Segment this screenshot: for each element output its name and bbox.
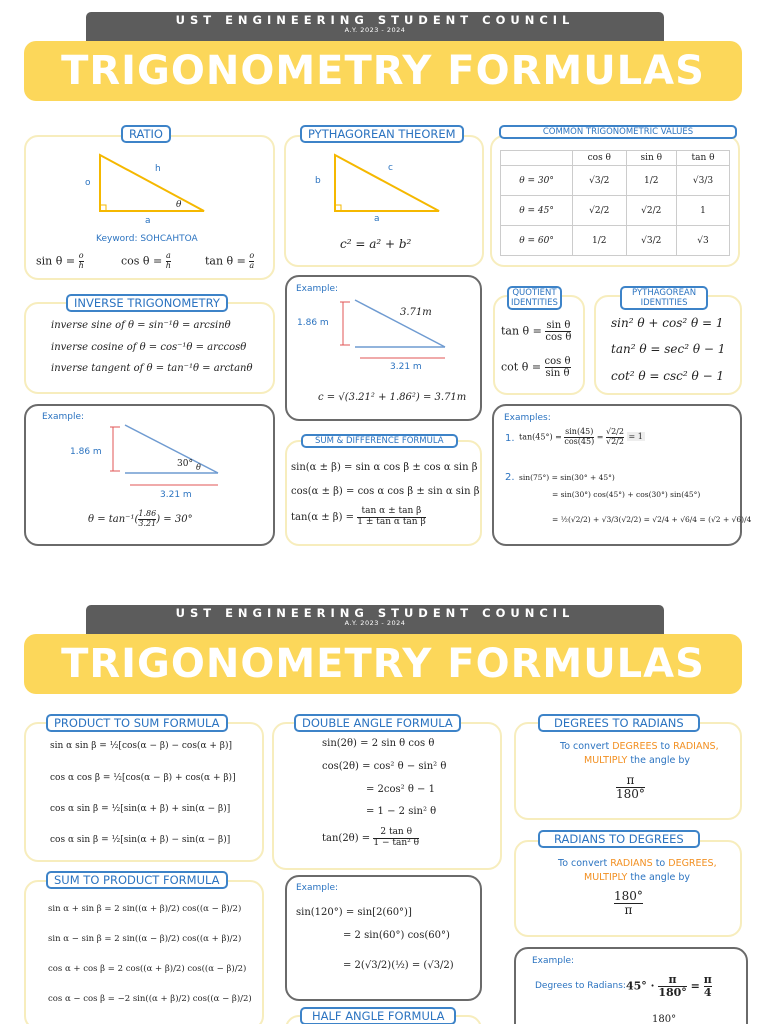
ex4-eq: = — [690, 979, 700, 993]
example1-diagram — [340, 300, 450, 365]
tan-quotient-lhs: tan θ = — [501, 324, 542, 338]
example1-hypotenuse: 3.71m — [400, 307, 432, 318]
tan-quotient-num: sin θ — [546, 320, 571, 331]
table-cell: 1 — [677, 196, 730, 226]
pythagorean-header: PYTHAGOREAN THEOREM — [300, 125, 464, 143]
d2r-den: 180° — [616, 787, 645, 802]
example-tan45: tan(45°) = $\frac{\sin(45)}{\cos(45)}$ = $\frac{√2/2}{√2/2}$ = 1 — [519, 427, 643, 446]
deg-to-rad-factor — [616, 774, 645, 801]
examples-label: Examples: — [504, 413, 551, 423]
ex4-calculation — [626, 974, 712, 999]
pythagorean-identities-header — [620, 286, 708, 310]
col-header — [501, 151, 573, 166]
ex4-rnum: π — [703, 973, 712, 986]
col-header: sin θ — [626, 151, 677, 166]
example-sin75-line1: sin(75°) = sin(30° + 45°) — [519, 473, 615, 482]
cos-num: a — [165, 251, 171, 260]
inverse-sine: inverse sine of θ = sin⁻¹θ = arcsinθ — [51, 320, 231, 331]
example2-height: 1.86 m — [70, 447, 102, 457]
double-tan-lhs: tan(2θ) = — [322, 832, 371, 844]
sum-difference-header: SUM & DIFFERENCE FORMULA — [301, 434, 458, 448]
example-sin75-line2: = sin(30°) cos(45°) + cos(30°) sin(45°) — [552, 490, 701, 499]
rad-to-deg-line1 — [558, 858, 717, 869]
table-cell: √3/2 — [573, 166, 626, 196]
quotient-card — [493, 295, 585, 395]
identity-cot-csc: cot² θ = csc² θ − 1 — [611, 369, 725, 383]
table-cell: 1/2 — [626, 166, 677, 196]
tan-sd-num: tan α ± tan β — [357, 507, 425, 518]
pid-header-line2: IDENTITIES — [640, 298, 688, 308]
example-sin75-line3: = ½(√2/2) + √3/3(√2/2) = √2/4 + √6/4 = (√2 + √6)/4 — [552, 515, 752, 524]
table-cell: θ = 30° — [501, 166, 573, 196]
p2s-sin-sin: sin α sin β = ½[cos(α − β) − cos(α + β)] — [50, 741, 233, 751]
ratio-label-o: o — [85, 178, 91, 188]
r2d-text-d: DEGREES, — [668, 858, 717, 869]
example-label: Example: — [296, 883, 339, 893]
double-angle-header: DOUBLE ANGLE FORMULA — [294, 714, 461, 732]
org-name: UST ENGINEERING STUDENT COUNCIL — [175, 13, 575, 27]
tan-quotient-den: cos θ — [545, 332, 572, 343]
example1-height: 1.86 m — [297, 318, 329, 328]
rad-to-deg-factor — [614, 890, 643, 917]
pyth-label-b: b — [315, 176, 321, 186]
cot-quotient-num: cos θ — [544, 356, 571, 367]
double-cos-3: = 1 − 2 sin² θ — [366, 806, 437, 817]
example-number-2: 2. — [505, 472, 515, 483]
sin-ratio — [36, 252, 84, 271]
e1-num: sin(45) — [565, 427, 594, 436]
ex4-den: 180° — [658, 986, 687, 1000]
p2s-cos-sin-1: cos α sin β = ½[sin(α + β) + sin(α − β)] — [50, 804, 231, 814]
example-number-1: 1. — [505, 433, 515, 444]
example2-theta: θ — [196, 463, 201, 472]
ex3-line3: = 2(√3/2)(½) = (√3/2) — [343, 960, 454, 971]
e1-rhs: = 1 — [628, 432, 643, 442]
sum-to-product-header: SUM TO PRODUCT FORMULA — [46, 871, 228, 889]
double-cos-2: = 2cos² θ − 1 — [366, 784, 435, 795]
identity-sin-cos: sin² θ + cos² θ = 1 — [611, 316, 724, 330]
cos-den: h — [165, 260, 171, 270]
cos-sum-difference: cos(α ± β) = cos α cos β ± sin α sin β — [291, 486, 480, 497]
example2-den: 3.21 — [138, 518, 157, 528]
tan-sum-difference — [291, 507, 426, 528]
s2p-sin-plus: sin α + sin β = 2 sin((α + β)/2) cos((α − β)/2) — [48, 904, 242, 914]
example2-lhs: θ = tan⁻¹ — [88, 513, 135, 525]
table-cell: 1/2 — [573, 226, 626, 256]
identity-tan-sec: tan² θ = sec² θ − 1 — [611, 342, 726, 356]
double-tan-num: 2 tan θ — [373, 828, 419, 839]
e1-mid-den: √2/2 — [605, 436, 624, 446]
e1-den: cos(45) — [564, 436, 595, 446]
example-label: Example: — [532, 956, 575, 966]
example-label: Example: — [296, 284, 339, 294]
r2d-angle-by: the angle by — [627, 872, 690, 883]
table-header-row — [501, 151, 730, 166]
table-cell: √2/2 — [573, 196, 626, 226]
tan-ratio — [205, 252, 254, 271]
table-cell: √3/2 — [626, 226, 677, 256]
d2r-text-c: to — [657, 741, 674, 752]
p2s-cos-cos: cos α cos β = ½[cos(α − β) + cos(α + β)] — [50, 773, 236, 783]
ratio-label-h: h — [155, 164, 161, 174]
table-row — [501, 166, 730, 196]
academic-year-2: A.Y. 2023 - 2024 — [344, 619, 406, 627]
example2-rhs: = 30° — [163, 513, 193, 525]
d2r-text-d: RADIANS, — [673, 741, 719, 752]
trig-values-header: COMMON TRIGONOMETRIC VALUES — [499, 125, 737, 139]
s2p-sin-minus: sin α − sin β = 2 sin((α − β)/2) cos((α + β)/2) — [48, 934, 242, 944]
tan-num: o — [249, 251, 255, 260]
deg-to-rad-line1 — [560, 741, 719, 752]
cos-lhs: cos θ = — [121, 254, 163, 268]
tan-sd-den: 1 ± tan α tan β — [357, 516, 426, 527]
example2-num: 1.86 — [138, 509, 157, 518]
council-banner — [86, 12, 664, 42]
ex4-num: π — [658, 974, 686, 987]
ratio-header: RATIO — [121, 125, 171, 143]
ex4-next-line: 180° — [652, 1014, 677, 1024]
pyth-label-c: c — [388, 163, 393, 173]
d2r-text-a: To convert — [560, 741, 613, 752]
p2s-cos-sin-2: cos α sin β = ½[sin(α + β) − sin(α − β)] — [50, 835, 231, 845]
pyth-formula: c² = a² + b² — [340, 237, 412, 251]
cot-quotient-lhs: cot θ = — [501, 360, 542, 374]
double-tan — [322, 828, 419, 849]
example2-angle: 30° — [177, 459, 193, 469]
example1-width: 3.21 m — [390, 362, 422, 372]
d2r-angle-by: the angle by — [627, 755, 690, 766]
trig-values-table — [500, 150, 730, 256]
s2p-cos-minus: cos α − cos β = −2 sin((α + β)/2) cos((α − β)/2) — [48, 994, 252, 1004]
table-cell: √3/3 — [677, 166, 730, 196]
quotient-header — [507, 286, 562, 310]
double-sin: sin(2θ) = 2 sin θ cos θ — [322, 738, 435, 749]
quotient-header-line1: QUOTIENT — [512, 288, 557, 298]
sin-den: h — [78, 260, 84, 270]
ex3-line2: = 2 sin(60°) cos(60°) — [343, 930, 450, 941]
inverse-tangent: inverse tangent of θ = tan⁻¹θ = arctanθ — [51, 363, 253, 374]
d2r-text-b: DEGREES — [612, 741, 658, 752]
e1-lhs: tan(45°) = — [519, 432, 562, 442]
d2r-multiply: MULTIPLY — [584, 755, 628, 766]
ex3-line1: sin(120°) = sin[2(60°)] — [296, 907, 412, 918]
product-to-sum-header: PRODUCT TO SUM FORMULA — [46, 714, 228, 732]
example-label: Example: — [42, 412, 85, 422]
table-row — [501, 226, 730, 256]
academic-year: A.Y. 2023 - 2024 — [344, 26, 406, 34]
r2d-den: π — [624, 903, 633, 918]
double-cos-1: cos(2θ) = cos² θ − sin² θ — [322, 761, 447, 772]
e1-mid-num: √2/2 — [605, 427, 624, 436]
r2d-text-b: RADIANS — [610, 858, 653, 869]
org-name-2: UST ENGINEERING STUDENT COUNCIL — [175, 606, 575, 620]
pyth-label-a: a — [374, 214, 380, 224]
ex4-deg: 45° · — [626, 979, 655, 993]
rad-to-deg-line2 — [584, 872, 690, 883]
ex4-deg-to-rad-label: Degrees to Radians: — [535, 981, 626, 991]
table-cell: θ = 60° — [501, 226, 573, 256]
tan-quotient — [501, 320, 571, 343]
col-header: cos θ — [573, 151, 626, 166]
r2d-multiply: MULTIPLY — [584, 872, 628, 883]
r2d-text-a: To convert — [558, 858, 611, 869]
cot-quotient-den: sin θ — [545, 368, 570, 379]
double-tan-den: 1 − tan² θ — [373, 837, 420, 848]
example2-width: 3.21 m — [160, 490, 192, 500]
half-angle-header: HALF ANGLE FORMULA — [300, 1007, 456, 1024]
sin-sum-difference: sin(α ± β) = sin α cos β ± cos α sin β — [291, 462, 478, 473]
table-cell: √2/2 — [626, 196, 677, 226]
cos-ratio — [121, 252, 171, 271]
page-title: TRIGONOMETRY FORMULAS — [24, 41, 742, 101]
r2d-text-c: to — [652, 858, 669, 869]
deg-to-rad-card — [514, 722, 742, 820]
example2-diagram — [110, 425, 225, 490]
ratio-label-theta: θ — [176, 200, 182, 210]
col-header: tan θ — [677, 151, 730, 166]
ex4-rden: 4 — [703, 986, 712, 1000]
d2r-num: π — [616, 774, 645, 788]
table-row — [501, 196, 730, 226]
pid-header-line1: PYTHAGOREAN — [632, 288, 697, 298]
s2p-cos-plus: cos α + cos β = 2 cos((α + β)/2) cos((α − β)/2) — [48, 964, 247, 974]
deg-to-rad-header: DEGREES TO RADIANS — [538, 714, 700, 732]
tan-lhs: tan θ = — [205, 254, 246, 268]
inverse-cosine: inverse cosine of θ = cos⁻¹θ = arccosθ — [51, 342, 247, 353]
example1-formula: c = √(3.21² + 1.86²) = 3.71m — [318, 392, 467, 403]
cot-quotient — [501, 356, 571, 379]
ratio-keyword: Keyword: SOHCAHTOA — [96, 234, 198, 244]
sin-lhs: sin θ = — [36, 254, 76, 268]
sin-num: o — [78, 251, 84, 260]
page-title-2: TRIGONOMETRY FORMULAS — [24, 634, 742, 694]
inverse-trig-header: INVERSE TRIGONOMETRY — [66, 294, 228, 312]
quotient-header-line2: IDENTITIES — [511, 298, 558, 308]
example2-formula: θ = tan⁻¹( $\frac{1.86}{3.21}$ ) = 30° — [88, 509, 193, 528]
tan-sd-lhs: tan(α ± β) = — [291, 511, 355, 523]
r2d-num: 180° — [614, 889, 643, 903]
rad-to-deg-header: RADIANS TO DEGREES — [538, 830, 700, 848]
ratio-label-a: a — [145, 216, 151, 226]
council-banner-2 — [86, 605, 664, 635]
deg-to-rad-line2 — [584, 755, 690, 766]
table-cell: θ = 45° — [501, 196, 573, 226]
table-cell: √3 — [677, 226, 730, 256]
tan-den: a — [249, 260, 255, 270]
